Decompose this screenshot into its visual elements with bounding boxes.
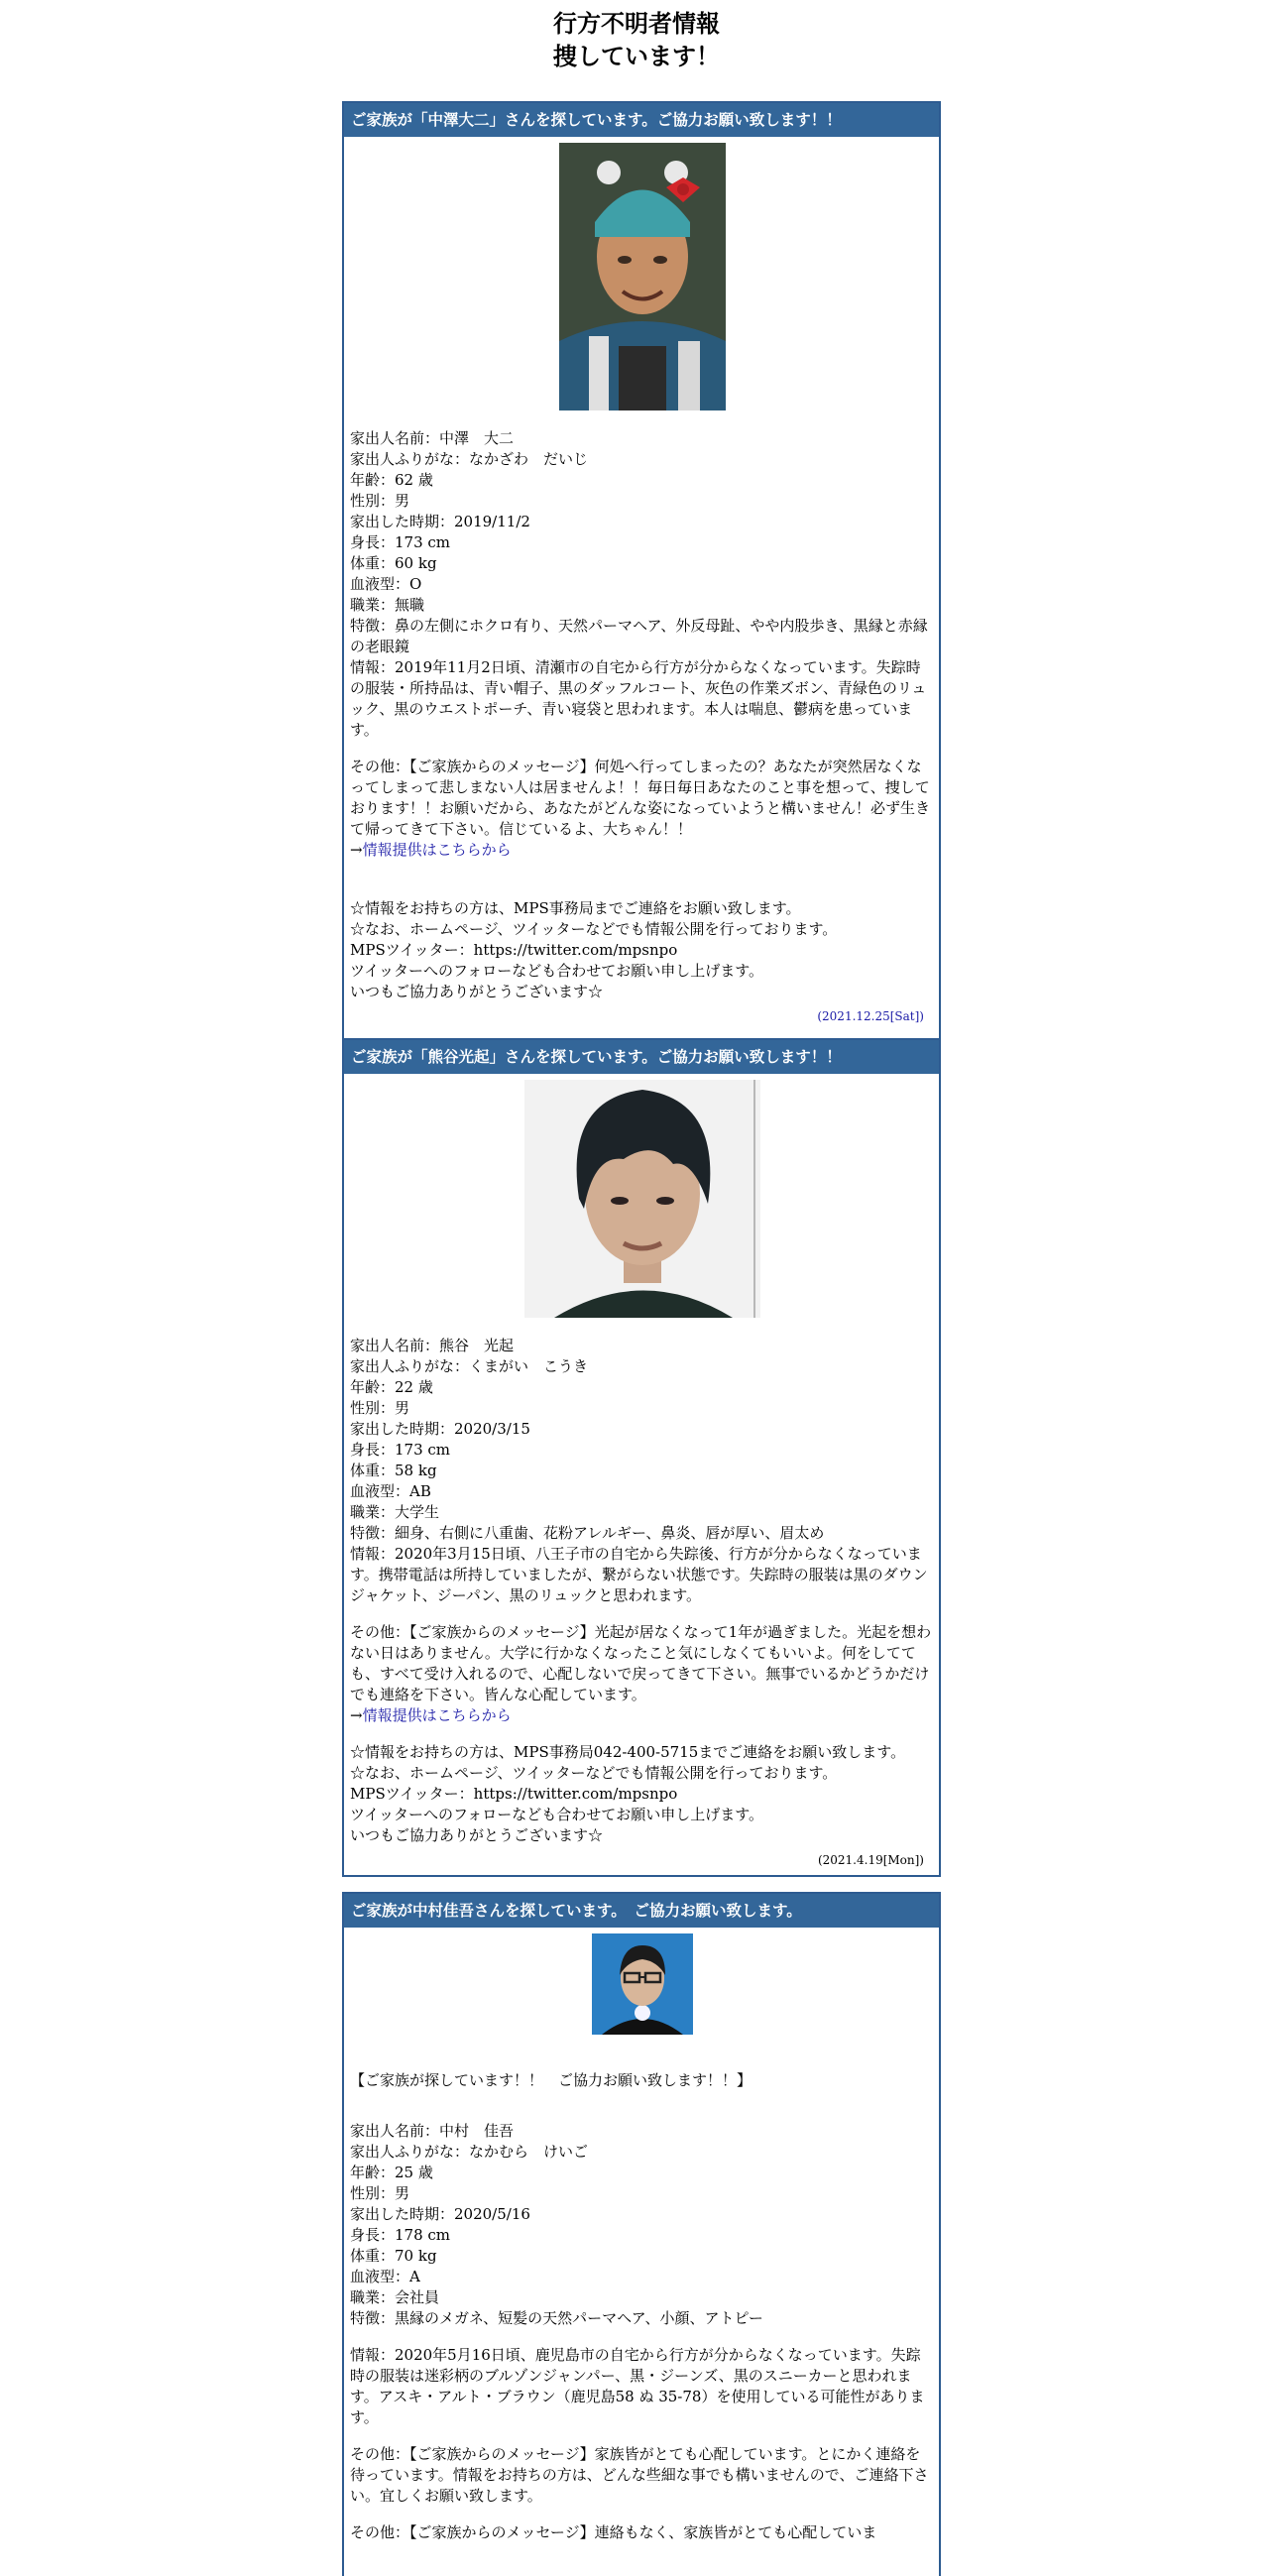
missing-person-card-nakamura: [342, 1892, 941, 2576]
family-message: その他：【ご家族からのメッセージ】家族皆がとても心配しています。とにかく連絡を待っています。情報をお持ちの方は、どんな些細な事でも構いませんので、ご連絡下さい。宜しくお願い致します。: [350, 2445, 929, 2505]
field-gender: 性別：男: [350, 492, 410, 510]
field-weight: 体重：60 kg: [350, 554, 437, 572]
person-photo: [592, 1933, 693, 2035]
page-title-line2: 捜しています！: [553, 43, 720, 70]
card-intro: 【ご家族が探しています！！ ご協力お願い致します！！】: [350, 2071, 752, 2089]
page-title-line1: 行方不明者情報: [553, 10, 720, 38]
field-weight: 体重：70 kg: [350, 2247, 437, 2265]
person-photo: [524, 1080, 760, 1318]
missing-person-card-nakazawa: [342, 101, 941, 1043]
field-name: 家出人名前：中澤 大二: [350, 429, 515, 447]
footer-line: MPSツイッター：https://twitter.com/mpsnpo: [350, 941, 678, 959]
field-age: 年齢：22 歳: [350, 1378, 433, 1396]
field-info: 情報：2020年3月15日頃、八王子市の自宅から失踪後、行方が分からなくなっています。携帯電話は所持していましたが、繋がらない状態です。失踪時の服装は黒のダウンジャケット、ジーパン、黒のリュックと思われます。: [350, 1545, 928, 1604]
post-date: (2021.12.25[Sat]): [817, 1009, 924, 1023]
field-weight: 体重：58 kg: [350, 1462, 437, 1479]
post-date: (2021.4.19[Mon]): [817, 1853, 924, 1867]
footer-line: いつもご協力ありがとうございます☆: [350, 1826, 604, 1844]
field-gender: 性別：男: [350, 1399, 410, 1417]
field-name: 家出人名前：中村 佳吾: [350, 2122, 515, 2140]
missing-person-card-kumagai: [342, 1038, 941, 1877]
footer-line: ☆なお、ホームページ、ツイッターなどでも情報公開を行っております。: [350, 1764, 838, 1782]
info-provide-link[interactable]: 情報提供はこちらから: [362, 1706, 512, 1724]
field-features: 特徴：黒縁のメガネ、短髪の天然パーマヘア、小顔、アトピー: [350, 2309, 763, 2327]
field-features: 特徴：鼻の左側にホクロ有り、天然パーマヘア、外反母趾、やや内股歩き、黒縁と赤縁の老眼鏡: [350, 617, 928, 655]
field-occupation: 職業：無職: [350, 596, 425, 614]
card-header: ご家族が中村佳吾さんを探しています。 ご協力お願い致します。: [344, 1894, 939, 1928]
card-header: ご家族が「熊谷光起」さんを探しています。ご協力お願い致します！！: [344, 1040, 939, 1074]
field-missing-date: 家出した時期：2020/3/15: [350, 1420, 530, 1438]
footer-line: ☆情報をお持ちの方は、MPS事務局042-400-5715までご連絡をお願い致します。: [350, 1743, 906, 1761]
info-provide-link[interactable]: 情報提供はこちらから: [362, 841, 512, 859]
field-gender: 性別：男: [350, 2184, 410, 2202]
field-features: 特徴：細身、右側に八重歯、花粉アレルギー、鼻炎、唇が厚い、眉太め: [350, 1524, 825, 1542]
field-blood-type: 血液型：AB: [350, 1482, 431, 1500]
arrow-icon: →: [350, 1706, 363, 1724]
family-message: その他：【ご家族からのメッセージ】光起が居なくなって1年が過ぎました。光起を想わない日はありません。大学に行かなくなったこと気にしなくてもいいよ。何をしてても、すべて受け入れるので、心配しないで戻ってきて下さい。無事でいるかどうかだけでも連絡を下さい。皆んな心配しています。: [350, 1623, 932, 1703]
card-header: ご家族が「中澤大二」さんを探しています。ご協力お願い致します！！: [344, 103, 939, 137]
field-furigana: 家出人ふりがな：なかむら けいご: [350, 2143, 589, 2161]
info-link-row: [350, 840, 934, 861]
family-message: その他：【ご家族からのメッセージ】何処へ行ってしまったの？あなたが突然居なくなってしまって悲しまない人は居ませんよ！！毎日毎日あなたのこと事を想って、捜しております！！お願いだから、あなたがどんな姿になっていようと構いません！必ず生きて帰ってきて下さい。信じているよ、大ちゃん！！: [350, 758, 931, 838]
field-occupation: 職業：大学生: [350, 1503, 440, 1521]
field-missing-date: 家出した時期：2019/11/2: [350, 513, 530, 530]
field-info: 情報：2019年11月2日頃、清瀬市の自宅から行方が分からなくなっています。失踪時の服装・所持品は、青い帽子、黒のダッフルコート、灰色の作業ズボン、青緑色のリュック、黒のウエストポーチ、青い寝袋と思われます。本人は喘息、鬱病を患っています。: [350, 658, 927, 739]
field-age: 年齢：62 歳: [350, 471, 433, 489]
field-age: 年齢：25 歳: [350, 2164, 433, 2181]
footer-line: ツイッターへのフォローなども合わせてお願い申し上げます。: [350, 962, 764, 980]
family-message-2: その他：【ご家族からのメッセージ】連絡もなく、家族皆がとても心配していま: [350, 2523, 877, 2541]
field-name: 家出人名前：熊谷 光起: [350, 1337, 515, 1354]
info-link-row: [350, 1705, 934, 1726]
footer-line: ☆情報をお持ちの方は、MPS事務局までご連絡をお願い致します。: [350, 899, 801, 917]
arrow-icon: →: [350, 841, 363, 859]
field-blood-type: 血液型：A: [350, 2268, 420, 2285]
field-height: 身長：173 cm: [350, 533, 451, 551]
footer-line: MPSツイッター：https://twitter.com/mpsnpo: [350, 1785, 678, 1803]
footer-line: ☆なお、ホームページ、ツイッターなどでも情報公開を行っております。: [350, 920, 838, 938]
field-height: 身長：173 cm: [350, 1441, 451, 1459]
field-info: 情報：2020年5月16日頃、鹿児島市の自宅から行方が分からなくなっています。失踪時の服装は迷彩柄のブルゾンジャンパー、黒・ジーンズ、黒のスニーカーと思われます。アスキ・アルト・ブラウン（鹿児島58 ぬ 35-78）を使用している可能性があります。: [350, 2346, 925, 2426]
footer-line: ツイッターへのフォローなども合わせてお願い申し上げます。: [350, 1806, 764, 1823]
field-missing-date: 家出した時期：2020/5/16: [350, 2205, 530, 2223]
field-height: 身長：178 cm: [350, 2226, 451, 2244]
field-blood-type: 血液型：O: [350, 575, 422, 593]
field-furigana: 家出人ふりがな：なかざわ だいじ: [350, 450, 589, 468]
person-photo: [559, 143, 726, 410]
footer-line: いつもご協力ありがとうございます☆: [350, 983, 604, 1000]
page-title: [0, 8, 1273, 73]
field-occupation: 職業：会社員: [350, 2288, 440, 2306]
field-furigana: 家出人ふりがな：くまがい こうき: [350, 1357, 589, 1375]
